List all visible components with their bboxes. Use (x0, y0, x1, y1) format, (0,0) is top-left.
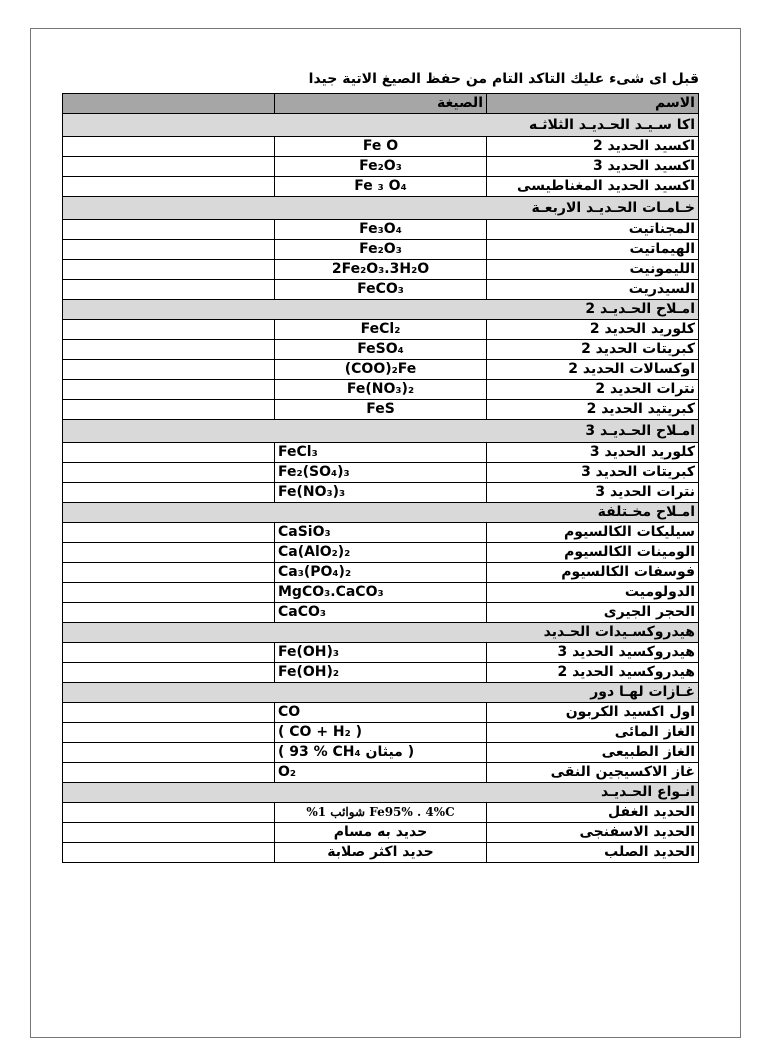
page-title: قبل اى شىء عليك التاكد التام من حفظ الصيغ الاتية جيدا (308, 71, 699, 87)
section-title: خـامـات الحـديـد الاربعـة (63, 197, 699, 220)
compound-formula: Fe O (275, 137, 487, 157)
section-title: امـلاح مخـتلفة (63, 503, 699, 523)
table-row (63, 137, 699, 157)
section-title: انـواع الحـديـد (63, 783, 699, 803)
compound-formula: حديد اكثر صلابة (275, 843, 487, 863)
compound-formula: Fe(NO₃)₃ (275, 483, 487, 503)
compound-name: الحديد الاسفنجى (487, 823, 699, 843)
table-row (63, 703, 699, 723)
section-row (63, 783, 699, 803)
compound-name: الهيماتيت (487, 240, 699, 260)
table-row (63, 723, 699, 743)
header-blank (63, 94, 275, 114)
blank-cell (63, 643, 275, 663)
blank-cell (63, 563, 275, 583)
blank-cell (63, 443, 275, 463)
section-title: هيدروكسـيدات الحـديد (63, 623, 699, 643)
compound-formula: FeS (275, 400, 487, 420)
compound-formula: O₂ (275, 763, 487, 783)
compound-name: الومينات الكالسيوم (487, 543, 699, 563)
blank-cell (63, 663, 275, 683)
compound-name: هيدروكسيد الحديد 2 (487, 663, 699, 683)
compound-formula: Fe₃O₄ (275, 220, 487, 240)
blank-cell (63, 583, 275, 603)
header-formula: الصيغة (275, 94, 487, 114)
section-title: اكا سـيـد الحـديـد الثلاثـه (63, 114, 699, 137)
table-row (63, 563, 699, 583)
compound-name: نترات الحديد 2 (487, 380, 699, 400)
table-row (63, 340, 699, 360)
section-row (63, 420, 699, 443)
section-title: غـازات لهـا دور (63, 683, 699, 703)
compound-formula: Fe95% . 4%C شوائب 1% (275, 803, 487, 823)
blank-cell (63, 723, 275, 743)
compound-name: الدولوميت (487, 583, 699, 603)
table-row (63, 603, 699, 623)
table-row (63, 483, 699, 503)
compound-name: نترات الحديد 3 (487, 483, 699, 503)
blank-cell (63, 320, 275, 340)
blank-cell (63, 157, 275, 177)
compound-formula: Fe(OH)₃ (275, 643, 487, 663)
table-row (63, 583, 699, 603)
blank-cell (63, 843, 275, 863)
table-row (63, 463, 699, 483)
compound-name: كلوريد الحديد 3 (487, 443, 699, 463)
table-row (63, 360, 699, 380)
compound-name: كبريتيد الحديد 2 (487, 400, 699, 420)
table-row (63, 523, 699, 543)
blank-cell (63, 543, 275, 563)
blank-cell (63, 260, 275, 280)
compound-formula: FeCl₂ (275, 320, 487, 340)
compound-formula: Fe₂(SO₄)₃ (275, 463, 487, 483)
section-title: امـلاح الحـديـد 3 (63, 420, 699, 443)
compound-name: الغاز المائى (487, 723, 699, 743)
formula-table (62, 93, 699, 863)
compound-formula: Fe₂O₃ (275, 240, 487, 260)
section-row (63, 300, 699, 320)
compound-name: المجناتيت (487, 220, 699, 240)
blank-cell (63, 380, 275, 400)
compound-formula: ( 93 % CH₄ ميثان ) (275, 743, 487, 763)
compound-name: الحديد الصلب (487, 843, 699, 863)
blank-cell (63, 463, 275, 483)
table-row (63, 763, 699, 783)
compound-name: هيدروكسيد الحديد 3 (487, 643, 699, 663)
table-row (63, 743, 699, 763)
compound-formula: MgCO₃.CaCO₃ (275, 583, 487, 603)
blank-cell (63, 703, 275, 723)
blank-cell (63, 177, 275, 197)
section-row (63, 683, 699, 703)
table-row (63, 220, 699, 240)
compound-name: اكسيد الحديد المغناطيسى (487, 177, 699, 197)
compound-formula: Ca₃(PO₄)₂ (275, 563, 487, 583)
compound-name: الحديد الغفل (487, 803, 699, 823)
table-row (63, 663, 699, 683)
table-row (63, 260, 699, 280)
compound-formula: CO (275, 703, 487, 723)
section-title: امـلاح الحـديـد 2 (63, 300, 699, 320)
compound-formula: 2Fe₂O₃.3H₂O (275, 260, 487, 280)
section-row (63, 197, 699, 220)
compound-formula: Ca(AlO₂)₂ (275, 543, 487, 563)
compound-name: غاز الاكسيجين النقى (487, 763, 699, 783)
blank-cell (63, 603, 275, 623)
blank-cell (63, 280, 275, 300)
compound-name: فوسفات الكالسيوم (487, 563, 699, 583)
compound-name: اوكسالات الحديد 2 (487, 360, 699, 380)
section-row (63, 623, 699, 643)
blank-cell (63, 523, 275, 543)
compound-name: الليمونيت (487, 260, 699, 280)
table-row (63, 240, 699, 260)
blank-cell (63, 240, 275, 260)
blank-cell (63, 803, 275, 823)
blank-cell (63, 823, 275, 843)
table-header-row (63, 94, 699, 114)
compound-formula: ( CO + H₂ ) (275, 723, 487, 743)
compound-name: اول اكسيد الكربون (487, 703, 699, 723)
blank-cell (63, 400, 275, 420)
table-row (63, 320, 699, 340)
table-row (63, 803, 699, 823)
compound-name: السيدريت (487, 280, 699, 300)
compound-name: اكسيد الحديد 3 (487, 157, 699, 177)
blank-cell (63, 763, 275, 783)
compound-formula: CaSiO₃ (275, 523, 487, 543)
compound-formula: Fe ₃ O₄ (275, 177, 487, 197)
blank-cell (63, 137, 275, 157)
header-name: الاسم (487, 94, 699, 114)
table-row (63, 443, 699, 463)
compound-name: كبريتات الحديد 3 (487, 463, 699, 483)
table-row (63, 823, 699, 843)
table-row (63, 157, 699, 177)
blank-cell (63, 360, 275, 380)
blank-cell (63, 340, 275, 360)
compound-formula: COO)₂Fe) (275, 360, 487, 380)
compound-name: الغاز الطبيعى (487, 743, 699, 763)
compound-name: سيليكات الكالسيوم (487, 523, 699, 543)
compound-formula: FeSO₄ (275, 340, 487, 360)
blank-cell (63, 220, 275, 240)
table-row (63, 280, 699, 300)
table-row (63, 843, 699, 863)
compound-formula: FeCl₃ (275, 443, 487, 463)
compound-formula: Fe₂O₃ (275, 157, 487, 177)
section-row (63, 114, 699, 137)
compound-formula: FeCO₃ (275, 280, 487, 300)
compound-name: اكسيد الحديد 2 (487, 137, 699, 157)
compound-formula: Fe(OH)₂ (275, 663, 487, 683)
compound-name: كبريتات الحديد 2 (487, 340, 699, 360)
blank-cell (63, 483, 275, 503)
compound-name: كلوريد الحديد 2 (487, 320, 699, 340)
compound-formula: حديد به مسام (275, 823, 487, 843)
table-row (63, 400, 699, 420)
table-row (63, 380, 699, 400)
compound-formula: CaCO₃ (275, 603, 487, 623)
section-row (63, 503, 699, 523)
table-row (63, 177, 699, 197)
compound-formula: Fe(NO₃)₂ (275, 380, 487, 400)
table-row (63, 643, 699, 663)
blank-cell (63, 743, 275, 763)
table-row (63, 543, 699, 563)
compound-name: الحجر الجيرى (487, 603, 699, 623)
